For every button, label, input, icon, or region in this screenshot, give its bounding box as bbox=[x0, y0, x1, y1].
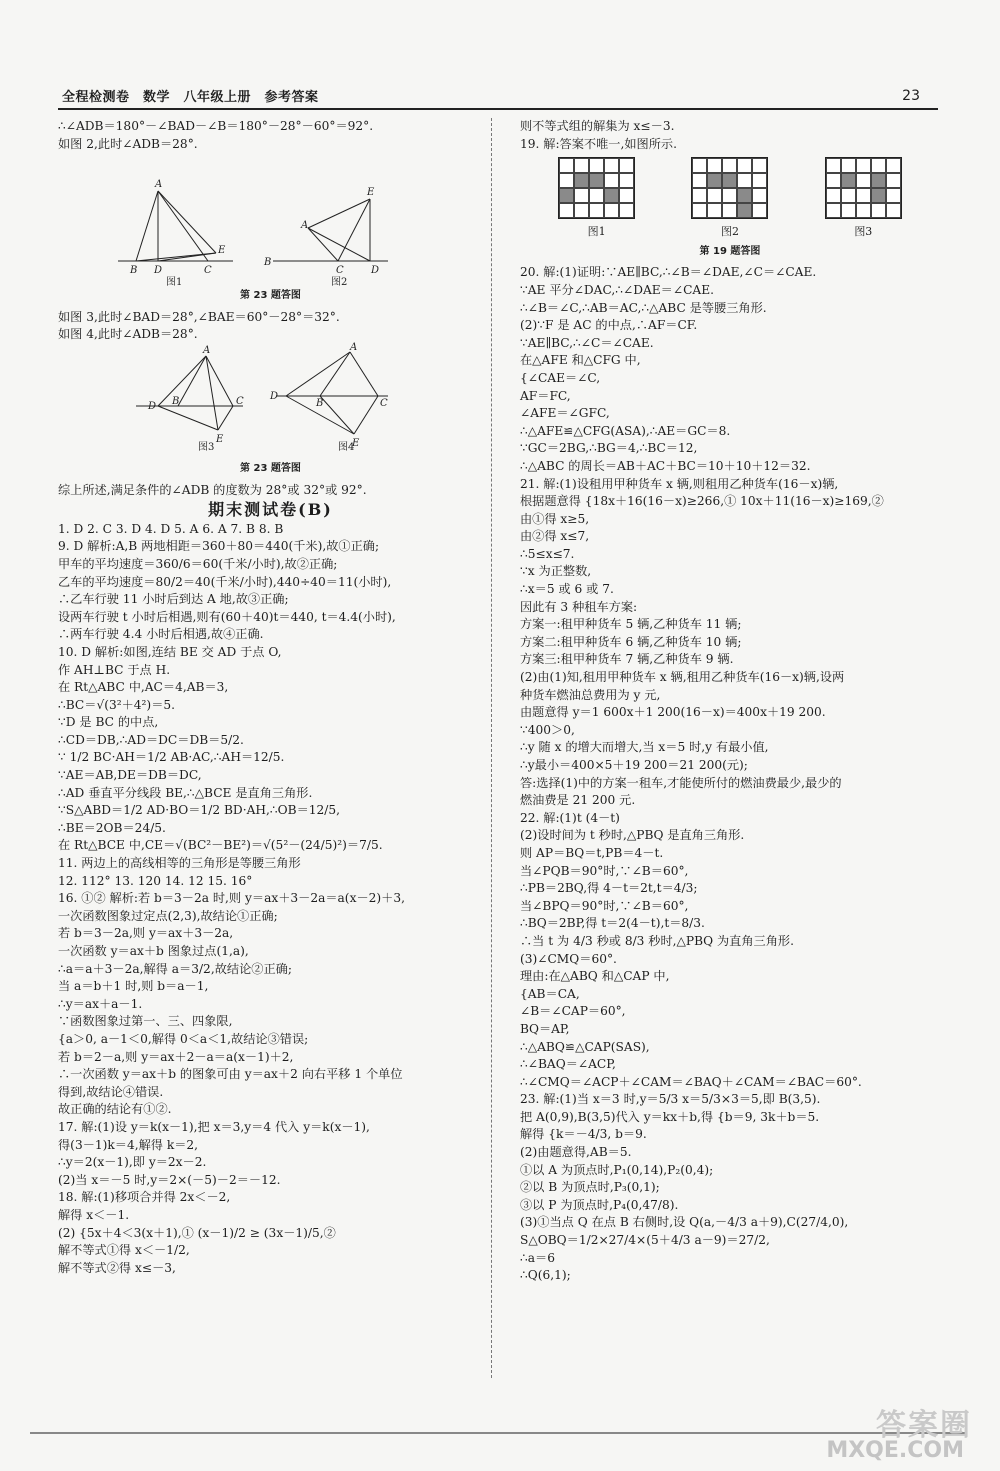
text-line: ∴5≤x≤7. bbox=[520, 546, 575, 561]
grid-cell bbox=[886, 173, 901, 188]
grid-cell bbox=[707, 188, 722, 203]
grid-cell bbox=[856, 188, 871, 203]
svg-text:E: E bbox=[352, 437, 360, 449]
right-column bbox=[520, 118, 940, 1285]
text-line: 由①得 x≥5, bbox=[520, 511, 590, 526]
figure-label: 图2 bbox=[331, 277, 348, 289]
text-line: 如图 4,此时∠ADB＝28°. bbox=[58, 327, 198, 342]
text-line: ∴y＝2(x－1),即 y＝2x－2. bbox=[58, 1155, 207, 1170]
svg-text:D: D bbox=[154, 265, 163, 277]
shaded-grid bbox=[825, 157, 902, 219]
svg-text:A: A bbox=[203, 344, 211, 356]
svg-text:D: D bbox=[270, 390, 279, 402]
text-line: 乙车的平均速度＝80/2＝40(千米/小时),440÷40＝11(小时), bbox=[58, 574, 392, 589]
text-line: {a＞0, a－1＜0,解得 0＜a＜1,故结论③错误; bbox=[58, 1031, 309, 1046]
svg-text:E: E bbox=[216, 433, 224, 445]
left-block-2 bbox=[58, 309, 483, 344]
text-line: 12. 112° 13. 120 14. 12 15. 16° bbox=[58, 873, 253, 888]
svg-text:D: D bbox=[371, 265, 380, 277]
text-line: 18. 解:(1)移项合并得 2x＜－2, bbox=[58, 1190, 231, 1205]
grid-cell bbox=[722, 203, 737, 218]
grid-cell bbox=[589, 158, 604, 173]
shaded-cell bbox=[737, 188, 752, 203]
text-line: 19. 解:答案不唯一,如图所示. bbox=[520, 136, 677, 151]
grid-cell bbox=[692, 188, 707, 203]
text-line: 21. 解:(1)设租用甲种货车 x 辆,则租用乙种货车(16－x)辆, bbox=[520, 476, 839, 491]
text-line: ∵ 1/2 BC·AH＝1/2 AB·AC,∴AH＝12/5. bbox=[58, 750, 285, 765]
text-line: 设两车行驶 t 小时后相遇,则有(60＋40)t＝440, t＝4.4(小时), bbox=[58, 609, 396, 624]
text-line: 由②得 x≤7, bbox=[520, 529, 590, 544]
text-line: BQ＝AP, bbox=[520, 1021, 570, 1036]
text-line: 若 b＝2－a,则 y＝ax＋2－a＝a(x－1)＋2, bbox=[58, 1049, 294, 1064]
grid-cell bbox=[886, 188, 901, 203]
triangle-figures-3-4 bbox=[58, 341, 478, 453]
grid-cell bbox=[707, 158, 722, 173]
text-line: ∴CD＝DB,∴AD＝DC＝DB＝5/2. bbox=[58, 732, 244, 747]
text-line: 则不等式组的解集为 x≤－3. bbox=[520, 119, 675, 133]
text-line: 解得 {k＝－4/3, b＝9. bbox=[520, 1127, 647, 1142]
text-line: 则 AP＝BQ＝t,PB＝4－t. bbox=[520, 845, 664, 860]
grid-cell bbox=[619, 173, 634, 188]
shaded-cell bbox=[841, 173, 856, 188]
watermark-logo: 答案圈 bbox=[876, 1408, 972, 1443]
grid-cell bbox=[871, 203, 886, 218]
figure-label: 图1 bbox=[587, 225, 606, 239]
text-line: ∴△ABC 的周长＝AB＋AC＋BC＝10＋10＋12＝32. bbox=[520, 458, 811, 473]
grid-cell bbox=[737, 158, 752, 173]
text-line: ∵S△ABD＝1/2 AD·BO＝1/2 BD·AH,∴OB＝12/5, bbox=[58, 803, 341, 818]
grid-cell bbox=[856, 158, 871, 173]
svg-text:D: D bbox=[148, 400, 157, 412]
text-line: AF＝FC, bbox=[520, 388, 571, 403]
text-line: 解不等式②得 x≤－3, bbox=[58, 1260, 176, 1275]
svg-text:A: A bbox=[301, 220, 309, 232]
text-line: ∴Q(6,1); bbox=[520, 1268, 571, 1283]
text-line: 当∠PQB＝90°时,∵∠B＝60°, bbox=[520, 863, 689, 878]
shaded-cell bbox=[871, 173, 886, 188]
column-divider bbox=[491, 118, 492, 1378]
svg-text:B: B bbox=[172, 395, 180, 407]
text-line: ∠AFE＝∠GFC, bbox=[520, 406, 610, 421]
text-line: 燃油费是 21 200 元. bbox=[520, 793, 636, 808]
text-line: ∵函数图象过第一、三、四象限, bbox=[58, 1014, 233, 1029]
text-line: ∴∠B＝∠C,∴AB＝AC,∴△ABC 是等腰三角形. bbox=[520, 300, 767, 315]
shaded-cell bbox=[737, 203, 752, 218]
text-line: 解不等式①得 x＜－1/2, bbox=[58, 1243, 190, 1258]
left-block-1 bbox=[58, 118, 483, 153]
text-line: 作 AH⊥BC 于点 H. bbox=[58, 662, 171, 677]
text-line: 根据题意得 {18x＋16(16－x)≥266,① 10x＋11(16－x)≥169,② bbox=[520, 494, 884, 509]
page-number: 23 bbox=[902, 88, 920, 104]
grid-cell bbox=[574, 188, 589, 203]
shaded-cell bbox=[574, 173, 589, 188]
text-line: 当∠BPQ＝90°时,∵∠B＝60°, bbox=[520, 898, 689, 913]
text-line: ∴△AFE≌△CFG(ASA),∴AE＝GC＝8. bbox=[520, 423, 731, 438]
grid-cell bbox=[722, 188, 737, 203]
grid-cell bbox=[826, 158, 841, 173]
grid-cell bbox=[604, 203, 619, 218]
text-line: 得(3－1)k＝4,解得 k＝2, bbox=[58, 1137, 199, 1152]
figure-caption: 第 23 题答图 bbox=[240, 290, 301, 302]
text-line: ∴y最小＝400×5＋19 200＝21 200(元); bbox=[520, 758, 748, 772]
figure-label: 图2 bbox=[720, 225, 739, 239]
figure-caption: 第 19 题答图 bbox=[699, 245, 761, 257]
grid-cell bbox=[752, 173, 767, 188]
grid-cell bbox=[619, 158, 634, 173]
text-line: 1. D 2. C 3. D 4. D 5. A 6. A 7. B 8. B bbox=[58, 521, 284, 536]
text-line: ∴y＝ax＋a－1. bbox=[58, 996, 143, 1011]
shaded-cell bbox=[604, 188, 619, 203]
shaded-grid bbox=[691, 157, 768, 219]
grid-figure bbox=[558, 157, 635, 241]
text-line: ∵GC＝2BG,∴BG＝4,∴BC＝12, bbox=[520, 441, 698, 456]
grid-cell bbox=[826, 173, 841, 188]
figure-label: 图4 bbox=[338, 441, 355, 453]
text-line: (2)当 x＝－5 时,y＝2×(－5)－2＝－12. bbox=[58, 1172, 281, 1187]
grid-cell bbox=[871, 158, 886, 173]
text-line: ∵AE 平分∠DAC,∴∠DAE＝∠CAE. bbox=[520, 282, 714, 297]
text-line: ②以 B 为顶点时,P₃(0,1); bbox=[520, 1180, 660, 1195]
shaded-cell bbox=[559, 188, 574, 203]
text-line: 方案一:租甲种货车 5 辆,乙种货车 11 辆; bbox=[520, 617, 742, 632]
text-line: 种货车燃油总费用为 y 元, bbox=[520, 687, 661, 702]
text-line: 如图 3,此时∠BAD＝28°,∠BAE＝60°－28°＝32°. bbox=[58, 309, 340, 324]
text-line: 16. ①② 解析:若 b＝3－2a 时,则 y＝ax＋3－2a＝a(x－2)＋3, bbox=[58, 891, 405, 906]
text-line: S△OBQ＝1/2×27/4×(5＋4/3 a－9)＝27/2, bbox=[520, 1233, 770, 1248]
text-line: 综上所述,满足条件的∠ADB 的度数为 28°或 32°或 92°. bbox=[58, 482, 367, 497]
text-line: ∴AD 垂直平分线段 BE,∴△BCE 是直角三角形. bbox=[58, 785, 313, 800]
figure-label: 图3 bbox=[854, 225, 873, 239]
grid-cell bbox=[692, 203, 707, 218]
grid-cell bbox=[856, 203, 871, 218]
text-line: ∴一次函数 y＝ax＋b 的图象可由 y＝ax＋2 向右平移 1 个单位 bbox=[58, 1067, 403, 1082]
text-line: (3)①当点 Q 在点 B 右侧时,设 Q(a,－4/3 a＋9),C(27/4,0), bbox=[520, 1215, 849, 1230]
text-line: 10. D 解析:如图,连结 BE 交 AD 于点 O, bbox=[58, 644, 282, 659]
text-line: 在 Rt△ABC 中,AC＝4,AB＝3, bbox=[58, 680, 229, 695]
text-line: ∠B＝∠CAP＝60°, bbox=[520, 1004, 626, 1019]
page-header-title: 全程检测卷 数学 八年级上册 参考答案 bbox=[62, 90, 319, 105]
text-line: 理由:在△ABQ 和△CAP 中, bbox=[520, 969, 670, 984]
svg-text:B: B bbox=[264, 257, 272, 269]
svg-text:B: B bbox=[316, 397, 324, 409]
text-line: 方案三:租甲种货车 7 辆,乙种货车 9 辆. bbox=[520, 652, 734, 667]
text-line: 如图 2,此时∠ADB＝28°. bbox=[58, 136, 198, 151]
footer-rule bbox=[30, 1432, 965, 1434]
text-line: (2)由(1)知,租用甲种货车 x 辆,租用乙种货车(16－x)辆,设两 bbox=[520, 670, 845, 685]
watermark-url: MXQE.COM bbox=[826, 1438, 964, 1463]
text-line: ∴∠ADB＝180°－∠BAD－∠B＝180°－28°－60°＝92°. bbox=[58, 119, 374, 133]
grid-cell bbox=[604, 158, 619, 173]
grid-cell bbox=[856, 173, 871, 188]
text-line: 故正确的结论有①②. bbox=[58, 1102, 172, 1117]
svg-text:E: E bbox=[367, 187, 375, 199]
text-line: ③以 P 为顶点时,P₄(0,47/8). bbox=[520, 1197, 679, 1212]
text-line: 解得 x＜－1. bbox=[58, 1207, 130, 1222]
figure-caption: 第 23 题答图 bbox=[240, 462, 301, 474]
text-line: 得到,故结论④错误. bbox=[58, 1084, 164, 1099]
grid-cell bbox=[886, 158, 901, 173]
text-line: 一次函数图象过定点(2,3),故结论①正确; bbox=[58, 908, 278, 923]
text-line: ∴∠BAQ＝∠ACP, bbox=[520, 1057, 616, 1072]
grid-cell bbox=[826, 203, 841, 218]
text-line: (2) {5x＋4＜3(x＋1),① (x－1)/2 ≥ (3x－1)/5,② bbox=[58, 1225, 336, 1240]
figure-23-a bbox=[58, 153, 483, 289]
grid-cell bbox=[752, 188, 767, 203]
svg-text:C: C bbox=[204, 265, 212, 277]
figure-19-grids bbox=[530, 157, 930, 241]
triangle-figures-1-2 bbox=[58, 153, 478, 289]
text-line: 11. 两边上的高线相等的三角形是等腰三角形 bbox=[58, 856, 301, 871]
grid-cell bbox=[841, 158, 856, 173]
shaded-cell bbox=[722, 173, 737, 188]
header-rule bbox=[58, 108, 938, 110]
grid-cell bbox=[574, 203, 589, 218]
text-line: 答:选择(1)中的方案一租车,才能使所付的燃油费最少,最少的 bbox=[520, 775, 842, 790]
grid-cell bbox=[619, 188, 634, 203]
shaded-cell bbox=[589, 173, 604, 188]
svg-text:A: A bbox=[350, 341, 358, 353]
text-line: ∴x＝5 或 6 或 7. bbox=[520, 582, 614, 597]
grid-cell bbox=[559, 158, 574, 173]
text-line: 在 Rt△BCE 中,CE＝√(BC²－BE²)＝√(5²－(24/5)²)＝7/5. bbox=[58, 838, 383, 853]
right-block-1 bbox=[520, 118, 940, 153]
svg-text:E: E bbox=[218, 245, 226, 257]
text-line: (2)由题意得,AB＝5. bbox=[520, 1145, 632, 1160]
text-line: ∵400＞0, bbox=[520, 722, 575, 737]
shaded-grid bbox=[558, 157, 635, 219]
text-line: ①以 A 为顶点时,P₁(0,14),P₂(0,4); bbox=[520, 1162, 714, 1177]
text-line: 20. 解:(1)证明:∵AE∥BC,∴∠B＝∠DAE,∠C＝∠CAE. bbox=[520, 265, 817, 280]
grid-cell bbox=[841, 203, 856, 218]
text-line: ∴a＝a＋3－2a,解得 a＝3/2,故结论②正确; bbox=[58, 961, 292, 976]
figure-label: 图1 bbox=[166, 277, 183, 289]
text-line: ∵x 为正整数, bbox=[520, 564, 592, 579]
text-line: ∴∠CMQ＝∠ACP＋∠CAM＝∠BAQ＋∠CAM＝∠BAC＝60°. bbox=[520, 1074, 862, 1089]
text-line: 把 A(0,9),B(3,5)代入 y＝kx＋b,得 {b＝9, 3k＋b＝5. bbox=[520, 1109, 820, 1124]
grid-cell bbox=[722, 158, 737, 173]
grid-cell bbox=[707, 203, 722, 218]
text-line: ∴乙车行驶 11 小时后到达 A 地,故③正确; bbox=[58, 592, 289, 607]
text-line: ∵AE＝AB,DE＝DB＝DC, bbox=[58, 768, 202, 783]
text-line: ∴两车行驶 4.4 小时后相遇,故④正确. bbox=[58, 627, 264, 642]
text-line: ∴△ABQ≌△CAP(SAS), bbox=[520, 1039, 650, 1054]
text-line: (2)设时间为 t 秒时,△PBQ 是直角三角形. bbox=[520, 828, 745, 843]
left-column bbox=[58, 118, 483, 1277]
text-line: 9. D 解析:A,B 两地相距＝360＋80＝440(千米),故①正确; bbox=[58, 539, 380, 554]
grid-cell bbox=[886, 203, 901, 218]
text-line: ∴BC＝√(3²＋4²)＝5. bbox=[58, 697, 176, 712]
text-line: 22. 解:(1)t (4－t) bbox=[520, 810, 620, 825]
grid-cell bbox=[692, 158, 707, 173]
svg-text:B: B bbox=[130, 265, 138, 277]
shaded-cell bbox=[707, 173, 722, 188]
grid-cell bbox=[559, 203, 574, 218]
grid-cell bbox=[826, 188, 841, 203]
grid-cell bbox=[841, 188, 856, 203]
grid-cell bbox=[589, 188, 604, 203]
left-block-3 bbox=[58, 521, 483, 1278]
grid-cell bbox=[589, 203, 604, 218]
grid-cell bbox=[692, 173, 707, 188]
svg-text:C: C bbox=[236, 395, 244, 407]
text-line: 方案二:租甲种货车 6 辆,乙种货车 10 辆; bbox=[520, 634, 742, 649]
text-line: 23. 解:(1)当 x＝3 时,y＝5/3 x＝5/3×3＝5,即 B(3,5). bbox=[520, 1092, 821, 1107]
figure-label: 图3 bbox=[198, 441, 215, 453]
grid-cell bbox=[619, 203, 634, 218]
shaded-cell bbox=[871, 188, 886, 203]
text-line: ∵D 是 BC 的中点, bbox=[58, 715, 159, 730]
text-line: ∴a＝6 bbox=[520, 1250, 555, 1265]
text-line: 当 a＝b＋1 时,则 b＝a－1, bbox=[58, 979, 209, 994]
svg-text:A: A bbox=[155, 179, 163, 191]
svg-text:C: C bbox=[380, 397, 388, 409]
text-line: ∴PB＝2BQ,得 4－t＝2t,t＝4/3; bbox=[520, 881, 698, 896]
text-line: {∠CAE＝∠C, bbox=[520, 370, 601, 385]
text-line: ∵AE∥BC,∴∠C＝∠CAE. bbox=[520, 335, 654, 350]
text-line: ∴BQ＝2BP,得 t＝2(4－t),t＝8/3. bbox=[520, 916, 705, 931]
figure-23-b bbox=[58, 341, 483, 453]
text-line: (3)∠CMQ＝60°. bbox=[520, 951, 617, 966]
text-line: 17. 解:(1)设 y＝k(x－1),把 x＝3,y＝4 代入 y＝k(x－1), bbox=[58, 1119, 370, 1134]
text-line: {AB＝CA, bbox=[520, 986, 580, 1001]
text-line: 若 b＝3－2a,则 y＝ax＋3－2a, bbox=[58, 926, 234, 941]
grid-figure bbox=[691, 157, 768, 241]
svg-text:C: C bbox=[336, 265, 344, 277]
right-block-2 bbox=[520, 264, 940, 1284]
section-title: 期末测试卷(B) bbox=[208, 500, 333, 520]
grid-cell bbox=[559, 173, 574, 188]
text-line: 在△AFE 和△CFG 中, bbox=[520, 353, 641, 368]
text-line: (2)∵F 是 AC 的中点,∴AF＝CF. bbox=[520, 318, 698, 333]
grid-cell bbox=[604, 173, 619, 188]
grid-figure bbox=[825, 157, 902, 241]
grid-cell bbox=[737, 173, 752, 188]
text-line: ∴当 t 为 4/3 秒或 8/3 秒时,△PBQ 为直角三角形. bbox=[520, 933, 794, 948]
text-line: ∴y 随 x 的增大而增大,当 x＝5 时,y 有最小值, bbox=[520, 740, 769, 755]
text-line: 一次函数 y＝ax＋b 图象过点(1,a), bbox=[58, 944, 249, 958]
text-line: 因此有 3 种租车方案: bbox=[520, 599, 638, 614]
grid-cell bbox=[752, 158, 767, 173]
grid-cell bbox=[574, 158, 589, 173]
text-line: 甲车的平均速度＝360/6＝60(千米/小时),故②正确; bbox=[58, 556, 338, 571]
grid-cell bbox=[752, 203, 767, 218]
text-line: 由题意得 y＝1 600x＋1 200(16－x)＝400x＋19 200. bbox=[520, 705, 826, 720]
text-line: ∴BE＝2OB＝24/5. bbox=[58, 820, 166, 835]
